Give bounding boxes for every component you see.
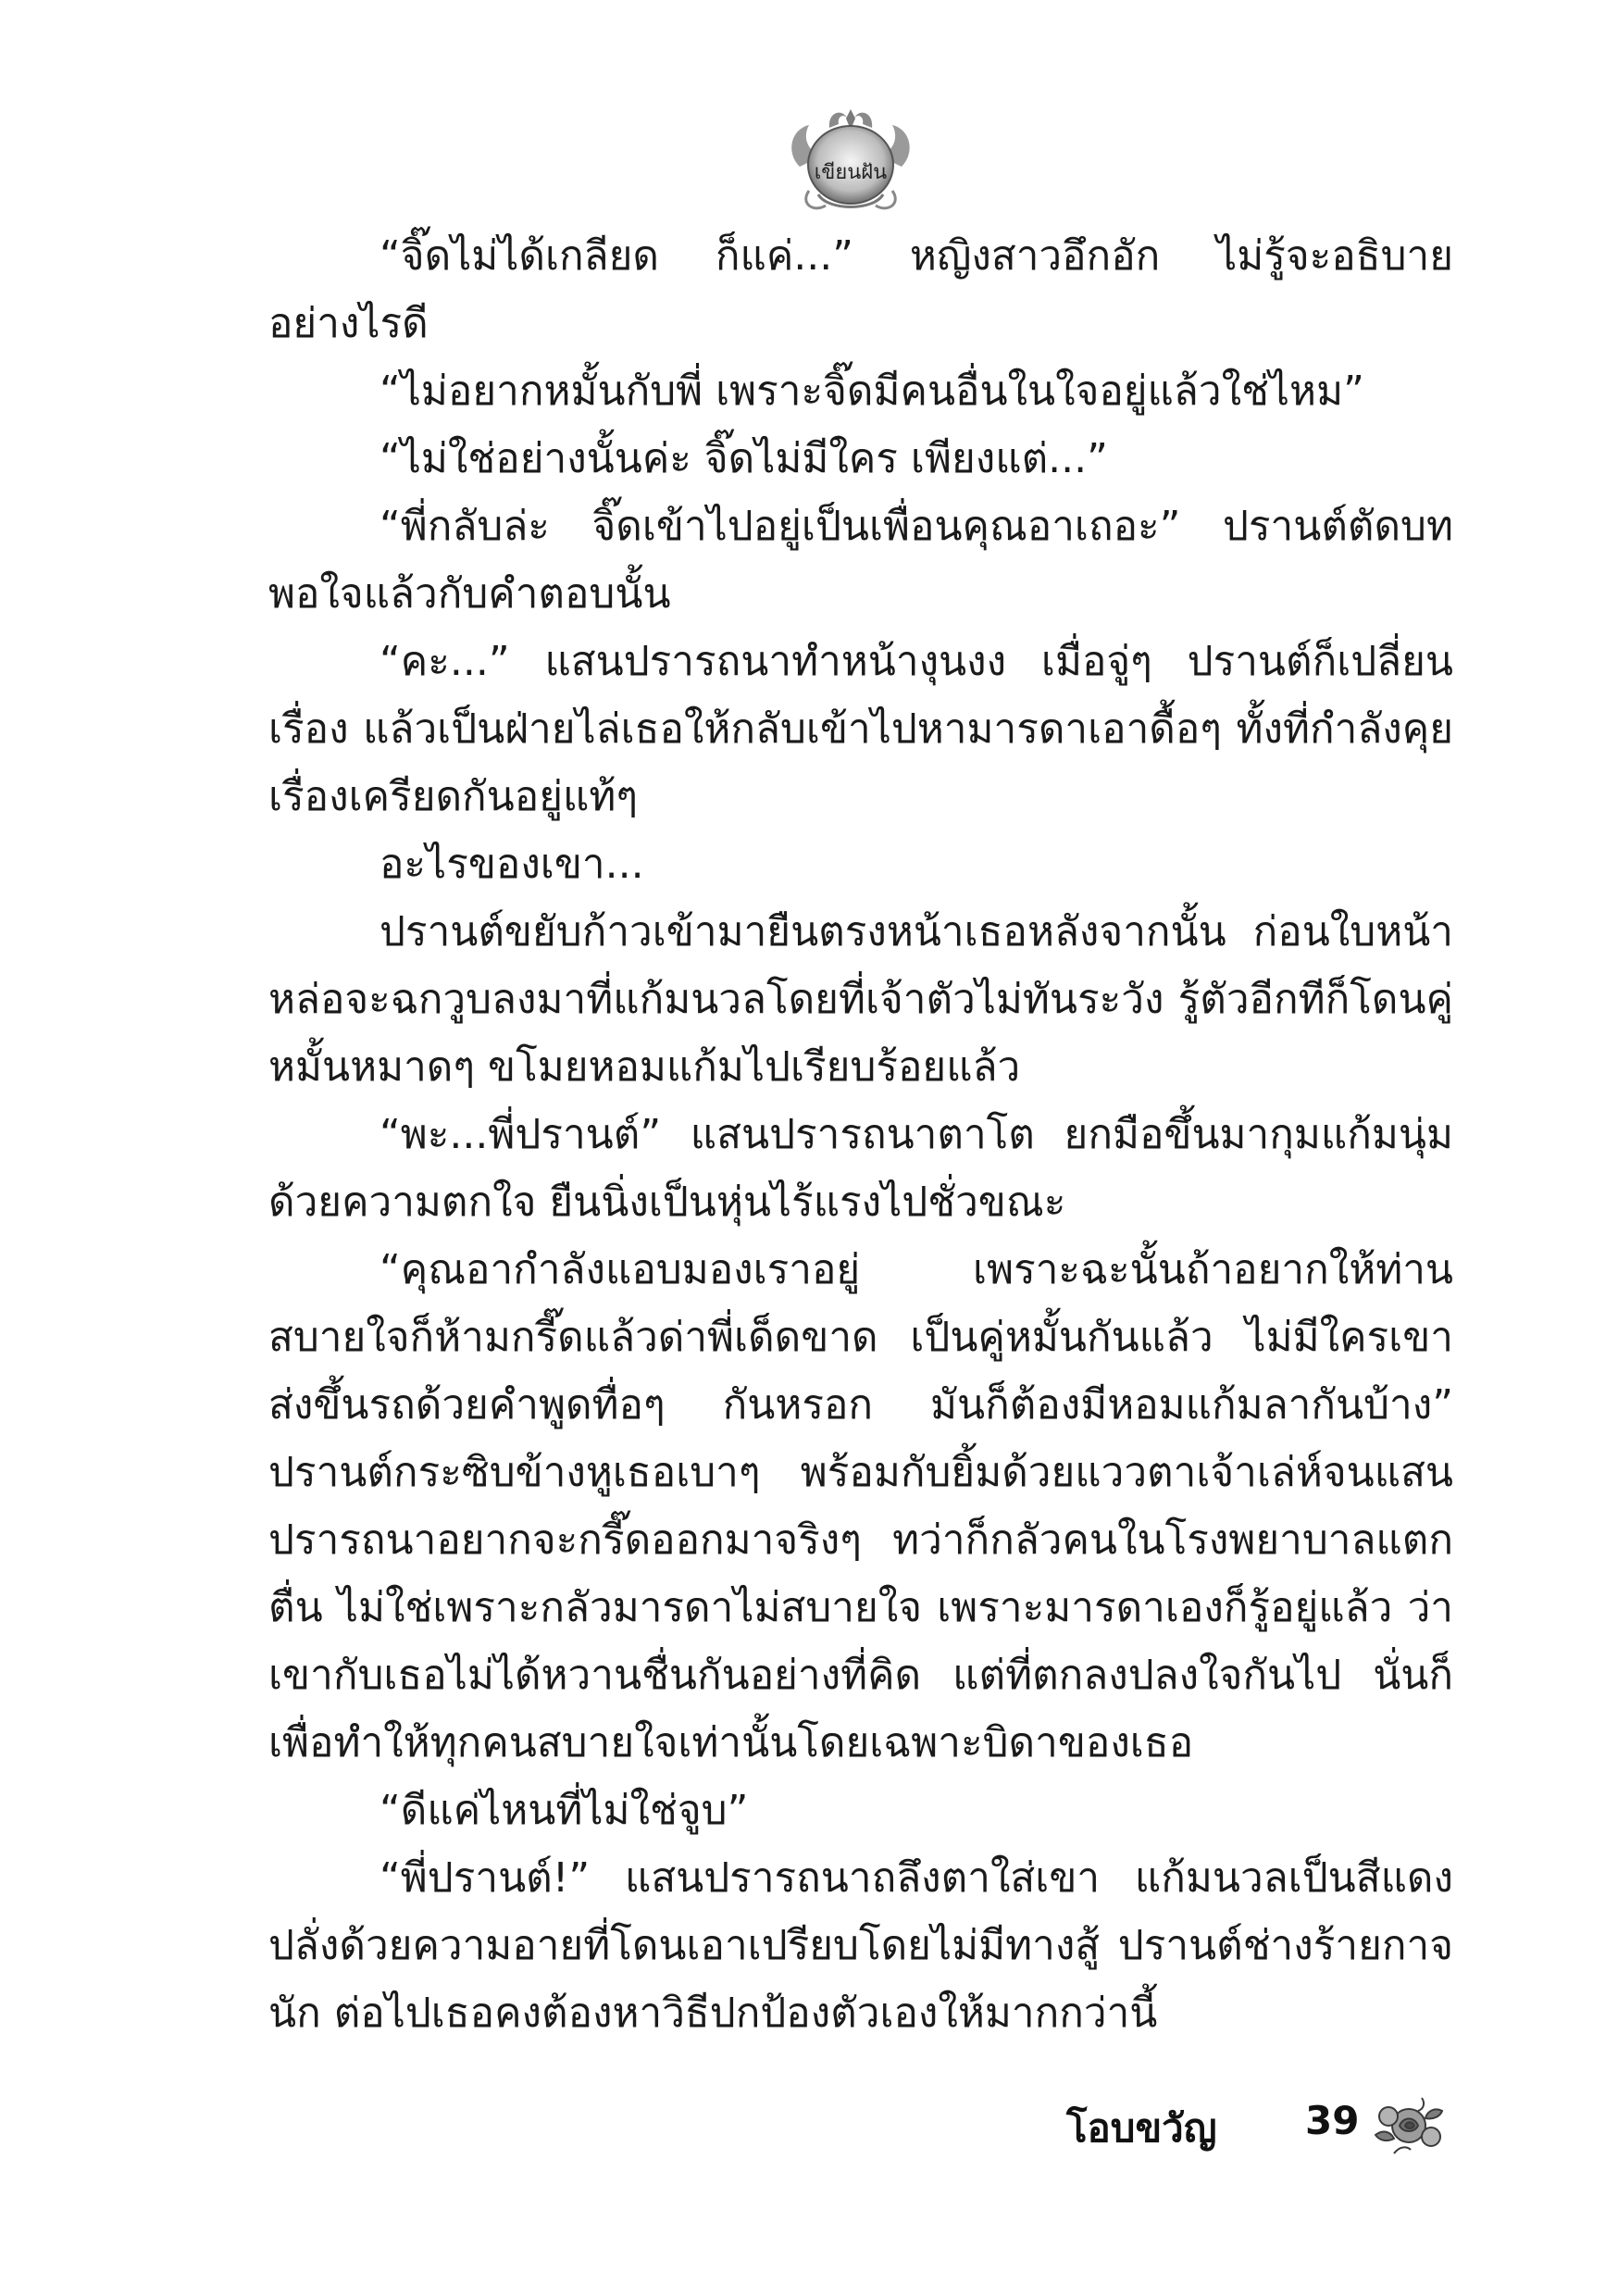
paragraph: “คุณอากำลังแอบมองเราอยู่ เพราะฉะนั้นถ้าอยากให้ท่านสบายใจก็ห้ามกรี๊ดแล้วด่าพี่เด็ดขาด เป็นคู่หมั้นกันแล้ว ไม่มีใครเขาส่งขึ้นรถด้วยคำพูดทื่อๆ กันหรอก มันก็ต้องมีหอมแก้มลากันบ้าง” ปรานต์กระซิบข้างหูเธอเบาๆ พร้อมกับยิ้มด้วยแววตาเจ้าเล่ห์จนแสนปรารถนาอยากจะกรี๊ดออกมาจริงๆ ทว่าก็กลัวคนในโรงพยาบาลแตกตื่น ไม่ใช่เพราะกลัวมารดาไม่สบายใจ เพราะมารดาเองก็รู้อยู่แล้ว ว่าเขากับเธอไม่ได้หวานชื่นกันอย่างที่คิด แต่ที่ตกลงปลงใจกันไป นั่นก็เพื่อทำให้ทุกคนสบายใจเท่านั้นโดยเฉพาะบิดาของเธอ bbox=[268, 1246, 1453, 1766]
rose-icon bbox=[1366, 2089, 1451, 2163]
paragraph: “จิ๊ดไม่ได้เกลียด ก็แค่...” หญิงสาวอึกอัก ไม่รู้จะอธิบายอย่างไรดี bbox=[268, 232, 1453, 347]
paragraph: “พี่กลับล่ะ จิ๊ดเข้าไปอยู่เป็นเพื่อนคุณอาเถอะ” ปรานต์ตัดบท พอใจแล้วกับคำตอบนั้น bbox=[268, 503, 1453, 618]
paragraph: “ไม่ใช่อย่างนั้นค่ะ จิ๊ดไม่มีใคร เพียงแต่...” bbox=[380, 435, 1108, 482]
book-title: โอบขวัญ bbox=[1066, 2105, 1217, 2151]
publisher-logo bbox=[781, 102, 920, 218]
paragraph: “คะ...” แสนปรารถนาทำหน้างุนงง เมื่อจู่ๆ ปรานต์ก็เปลี่ยนเรื่อง แล้วเป็นฝ่ายไล่เธอให้กลับเข้าไปหามารดาเอาดื้อๆ ทั้งที่กำลังคุยเรื่องเครียดกันอยู่แท้ๆ bbox=[268, 638, 1453, 820]
paragraph: “ดีแค่ไหนที่ไม่ใช่จูบ” bbox=[380, 1787, 749, 1834]
page-footer bbox=[1055, 2089, 1462, 2181]
body-text bbox=[268, 222, 1453, 2047]
paragraph: “พะ...พี่ปรานต์” แสนปรารถนาตาโต ยกมือขึ้นมากุมแก้มนุ่มด้วยความตกใจ ยืนนิ่งเป็นหุ่นไร้แรงไปชั่วขณะ bbox=[268, 1111, 1453, 1226]
paragraph: ปรานต์ขยับก้าวเข้ามายืนตรงหน้าเธอหลังจากนั้น ก่อนใบหน้าหล่อจะฉกวูบลงมาที่แก้มนวลโดยที่เจ้าตัวไม่ทันระวัง รู้ตัวอีกทีก็โดนคู่หมั้นหมาดๆ ขโมยหอมแก้มไปเรียบร้อยแล้ว bbox=[268, 908, 1453, 1091]
paragraph: “พี่ปรานต์!” แสนปรารถนาถลึงตาใส่เขา แก้มนวลเป็นสีแดงปลั่งด้วยความอายที่โดนเอาเปรียบโดยไม่มีทางสู้ ปรานต์ช่างร้ายกาจนัก ต่อไปเธอคงต้องหาวิธีปกป้องตัวเองให้มากกว่านี้ bbox=[268, 1854, 1453, 2037]
paragraph: “ไม่อยากหมั้นกับพี่ เพราะจิ๊ดมีคนอื่นในใจอยู่แล้วใช่ไหม” bbox=[380, 368, 1364, 415]
page-number: 39 bbox=[1305, 2098, 1360, 2143]
logo-text: เขียนฝัน bbox=[814, 161, 888, 184]
paragraph: อะไรของเขา... bbox=[380, 841, 644, 888]
